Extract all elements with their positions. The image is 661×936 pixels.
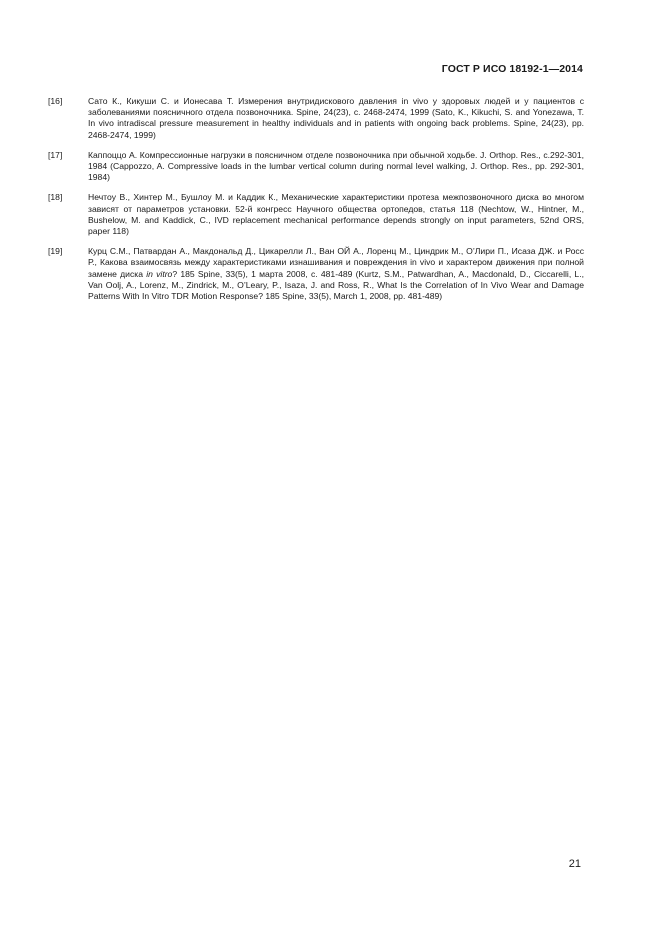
standard-code-header: ГОСТ Р ИСО 18192-1—2014 xyxy=(441,63,583,75)
page-number: 21 xyxy=(568,858,581,870)
reference-item xyxy=(48,150,584,184)
reference-text-body: Курц С.М., Патвардан А., Макдональд Д., Цикарелли Л., Ван ОЙ А., Лоренц М., Циндрик М., О’Лири П., Исаза ДЖ. и Росс Р., Какова взаимосвязь между характеристиками изнашивания и повреждения in vivo и характером движения при полной замене диска xyxy=(88,246,584,279)
reference-item xyxy=(48,246,584,302)
reference-number: [18] xyxy=(48,192,63,203)
reference-item xyxy=(48,192,584,237)
reference-number: [17] xyxy=(48,149,63,160)
reference-text xyxy=(88,192,584,237)
reference-text xyxy=(88,150,584,184)
reference-number: [19] xyxy=(48,246,63,257)
reference-text-tail: ? 185 Spine, 33(5), 1 марта 2008, с. 481-489 (Kurtz, S.M., Patwardhan, A., Macdonald, D., Ciccarelli, L., Van Oolj, A., Lorenz, M., Zindrick, M., O’Leary, P., Isaza, J. and Ross, R., What Is the Correlation of In Vivo Wear and Damage Patterns With In Vitro TDR Motion Response? 185 Spine, 33(5), March 1, 2008, pp. 481-489) xyxy=(88,268,584,302)
reference-text-body: Сато К., Кикуши С. и Ионесава Т. Измерения внутридискового давления in vivo у здоровых людей и у пациентов с заболеваниями поясничного отдела позвоночника. Spine, 24(23), c. 2468-2474, 1999 (Sato, K., Kikuchi, S. and Yonezawa, T. In vivo intradiscal pressure measurement in healthy individuals and in patients with ongoing back problems. Spine, 24(23), pp. 2468-2474, 1999) xyxy=(88,96,584,140)
reference-text xyxy=(88,246,584,302)
references-list xyxy=(48,96,584,311)
reference-number: [16] xyxy=(48,96,63,106)
reference-text xyxy=(88,96,584,141)
reference-italic-term: in vitro xyxy=(146,268,173,279)
reference-text-body: Каппоццо А. Компрессионные нагрузки в поясничном отделе позвоночника при обычной ходьбе. J. Orthop. Res., с.292-301, 1984 (Cappozzo, A. Compressive loads in the lumbar vertical column during normal level walking, J. Orthop. Res., pp. 292-301, 1984) xyxy=(88,149,584,183)
reference-item xyxy=(48,96,584,141)
reference-text-body: Нечтоу В., Хинтер М., Бушлоу М. и Каддик К., Механические характеристики протеза межпозвоночного диска во многом зависят от параметров установки. 52-й конгресс Научного общества ортопедов, статья 118 (Nechtow, W., Hintner, M., Bushelow, M. and Kaddick, C., IVD replacement mechanical performance depends strongly on input parameters, 52nd ORS, paper 118) xyxy=(88,192,584,237)
